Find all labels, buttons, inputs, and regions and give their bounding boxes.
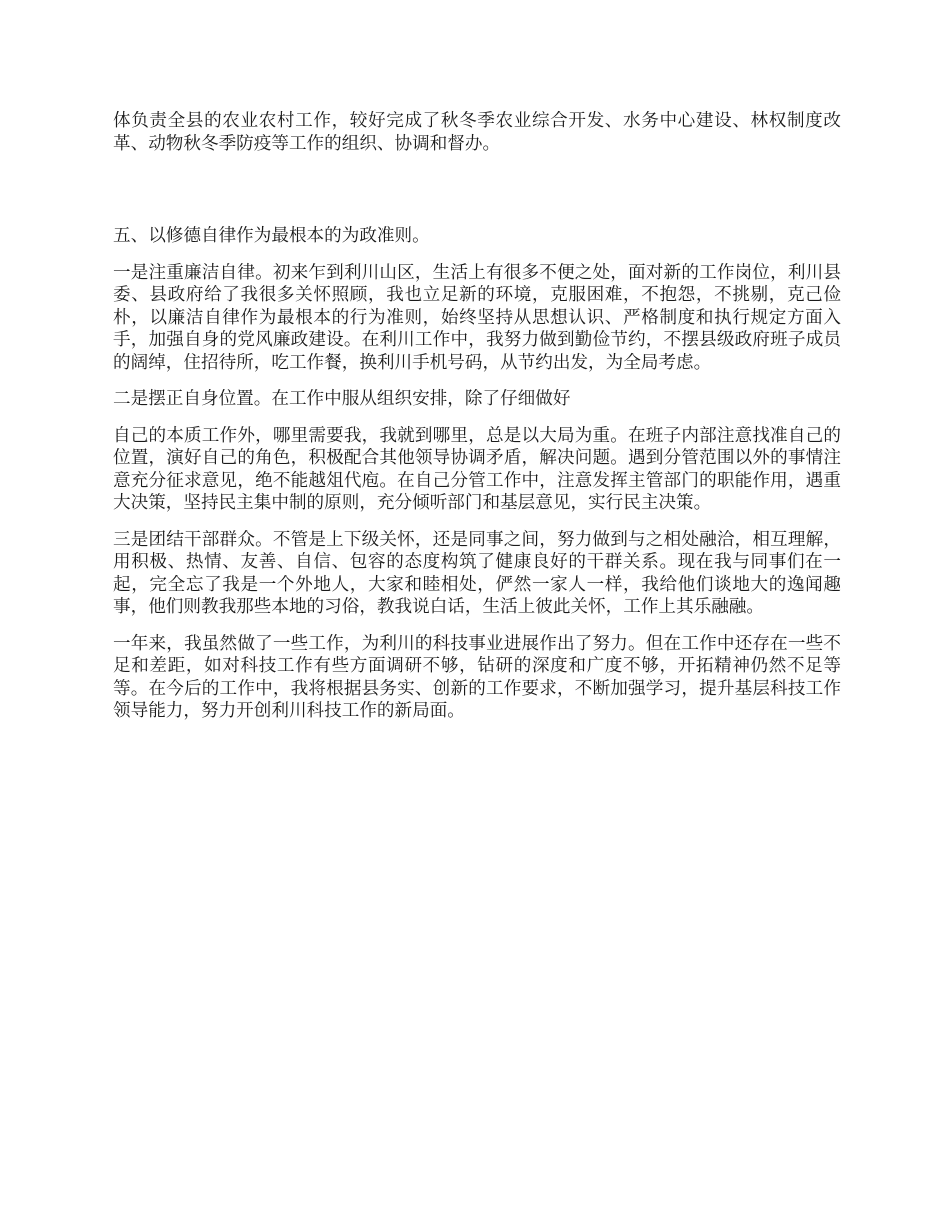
- paragraph-position: 二是摆正自身位置。在工作中服从组织安排，除了仔细做好: [113, 389, 571, 409]
- paragraph-unity: 三是团结干部群众。不管是上下级关怀，还是同事之间，努力做到与之相处融洽，相互理解，用积极、热情、友善、自信、包容的态度构筑了健康良好的干群关系。现在我与同事们在一起，完全忘了我是一个外地人，大家和睦相处，俨然一家人一样，我给他们谈地大的逸闻趣事，他们则教我那些本地的习俗，教我说白话，生活上彼此关怀，工作上其乐融融。: [113, 529, 841, 617]
- document-body: [113, 110, 841, 737]
- paragraph-agriculture-work: 体负责全县的农业农村工作，较好完成了秋冬季农业综合开发、水务中心建设、林权制度改革、动物秋冬季防疫等工作的组织、协调和督办。: [113, 111, 841, 154]
- paragraph-summary: 一年来，我虽然做了一些工作，为利川的科技事业进展作出了努力。但在工作中还存在一些不足和差距，如对科技工作有些方面调研不够，钻研的深度和广度不够，开拓精神仍然不足等等。在今后的工作中，我将根据县务实、创新的工作要求，不断加强学习，提升基层科技工作领导能力，努力开创利川科技工作的新局面。: [113, 633, 841, 721]
- paragraph-integrity: 一是注重廉洁自律。初来乍到利川山区，生活上有很多不便之处，面对新的工作岗位，利川县委、县政府给了我很多关怀照顾，我也立足新的环境，克服困难，不抱怨，不挑剔，克己俭朴，以廉洁自律作为最根本的行为准则，始终坚持从思想认识、严格制度和执行规定方面入手，加强自身的党风廉政建设。在利川工作中，我努力做到勤俭节约，不摆县级政府班子成员的阔绰，住招待所，吃工作餐，换利川手机号码，从节约出发，为全局考虑。: [113, 262, 841, 373]
- paragraph-position-continued: 自己的本质工作外，哪里需要我，我就到哪里，总是以大局为重。在班子内部注意找准自己的位置，演好自己的角色，积极配合其他领导协调矛盾，解决问题。遇到分管范围以外的事情注意充分征求意见，绝不能越俎代庖。在自己分管工作中，注意发挥主管部门的职能作用，遇重大决策，坚持民主集中制的原则，充分倾听部门和基层意见，实行民主决策。: [113, 425, 841, 513]
- section-heading-self-discipline: 五、以修德自律作为最根本的为政准则。: [113, 226, 430, 246]
